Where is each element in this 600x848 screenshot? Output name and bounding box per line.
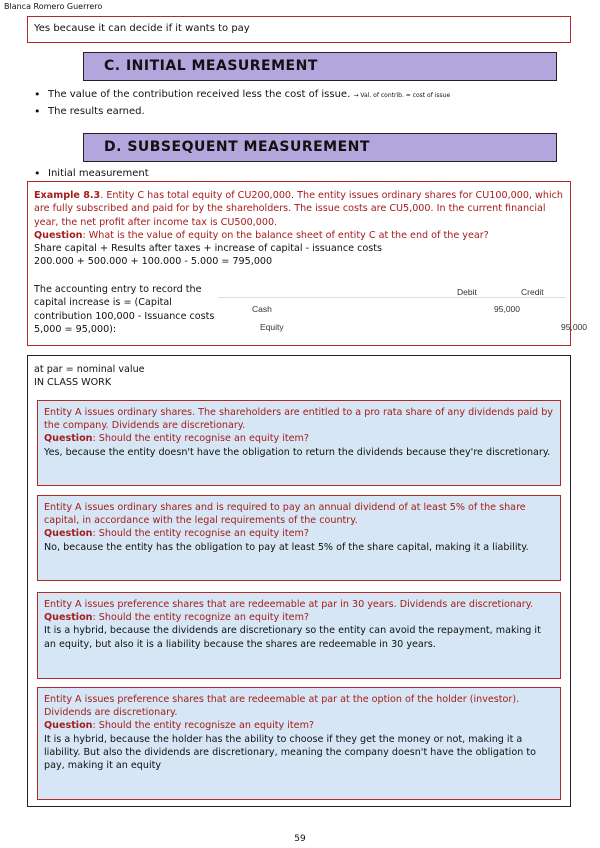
example-calculation-line: 200.000 + 500.000 + 100.000 - 5.000 = 795,000 [34, 256, 273, 268]
section-c-heading: C. INITIAL MEASUREMENT [83, 52, 557, 81]
case-1-answer: Yes, because the entity doesn't have the obligation to return the dividends because they're discretionary. [44, 446, 551, 458]
example-label: Example 8.3 [34, 190, 101, 201]
case-4-question-label: Question [44, 720, 93, 732]
case-card-2 [37, 495, 561, 581]
case-1-question [44, 432, 554, 445]
case-4-answer: It is a hybrid, because the holder has the ability to choose if they get the money or not, making it a liability. But also the dividends are discretionary, meaning the company doesn't have the obligation to pay, making it an equity [44, 733, 536, 772]
case-2-question [44, 527, 554, 540]
case-1-statement: Entity A issues ordinary shares. The shareholders are entitled to a pro rata share of any dividends paid by the company. Dividends are discretionary. [44, 407, 553, 432]
case-2-question-text: : Should the entity recognise an equity item? [92, 528, 309, 540]
case-4-statement: Entity A issues preference shares that are redeemable at par at the option of the holder (investor). Dividends are discretionary. [44, 694, 520, 719]
cash-account: Cash [252, 304, 272, 314]
debit-header: Debit [457, 287, 477, 297]
class-work-intro [34, 363, 145, 389]
section-c-bullet-2 [48, 106, 145, 117]
case-card-4 [37, 687, 561, 800]
case-3-question-text: : Should the entity recognize an equity item? [92, 612, 310, 624]
class-work-box [27, 355, 571, 807]
page-number: 59 [294, 834, 306, 844]
case-2-answer: No, because the entity has the obligation to pay at least 5% of the share capital, making it a liability. [44, 541, 529, 553]
section-d-heading: D. SUBSEQUENT MEASUREMENT [83, 133, 557, 162]
top-note-box [27, 16, 571, 43]
case-3-question [44, 611, 554, 624]
example-text: . Entity C has total equity of CU200,000. The entity issues ordinary shares for CU100,000, which are fully subscribed and paid for by the shareholders. The issue costs are CU5,000. In the current financial year, the net profit after income tax is CU500,000. [34, 190, 563, 228]
case-2-statement: Entity A issues ordinary shares and is required to pay an annual dividend of at least 5% of the share capital, in accordance with the legal requirements of the country. [44, 502, 526, 527]
example-statement [34, 189, 564, 229]
example-question-label: Question [34, 229, 83, 241]
section-d-bullet-1-text: Initial measurement [48, 168, 149, 179]
case-3-answer: It is a hybrid, because the dividends are discretionary so the entity can avoid the repayment, making it an equity, but also it is a liability because the shares are redeemable in 30 years. [44, 625, 541, 650]
cash-debit-value: 95,000 [494, 304, 520, 314]
at-par-note: at par = nominal value [34, 364, 145, 375]
section-c-bullet-1-note: → Val. of contrib. = cost of issue [353, 92, 451, 99]
case-1-question-label: Question [44, 433, 93, 445]
case-card-3 [37, 592, 561, 679]
class-work-heading: IN CLASS WORK [34, 377, 112, 388]
section-d-bullet-1 [48, 168, 149, 179]
credit-header: Credit [521, 287, 544, 297]
case-4-question [44, 719, 554, 732]
example-formula-line: Share capital + Results after taxes + increase of capital - issuance costs [34, 243, 382, 255]
case-1-question-text: : Should the entity recognise an equity item? [92, 433, 309, 445]
case-card-1 [37, 400, 561, 486]
section-c-bullet-1-text: The value of the contribution received less the cost of issue. [48, 89, 351, 100]
table-header-row [218, 286, 566, 298]
case-3-statement: Entity A issues preference shares that are redeemable at par in 30 years. Dividends are discretionary. [44, 599, 534, 610]
section-c-bullet-2-text: The results earned. [48, 106, 145, 117]
example-question-text: : What is the value of equity on the balance sheet of entity C at the end of the year? [82, 229, 489, 241]
case-2-question-label: Question [44, 528, 93, 540]
section-c-bullet-1 [48, 89, 450, 100]
example-question [34, 229, 564, 242]
case-3-question-label: Question [44, 612, 93, 624]
equity-credit-value: 95,000 [561, 322, 587, 332]
example-box [27, 181, 587, 346]
accounting-entry-text: The accounting entry to record the capital increase is = (Capital contribution 100,000 - Issuance costs 5,000 = 95,000): [34, 284, 215, 335]
equity-account: Equity [260, 322, 284, 332]
case-4-question-text: : Should the entity recognisze an equity item? [92, 720, 315, 732]
top-note-text: Yes because it can decide if it wants to pay [34, 23, 250, 34]
author-name: Blanca Romero Guerrero [4, 2, 103, 11]
